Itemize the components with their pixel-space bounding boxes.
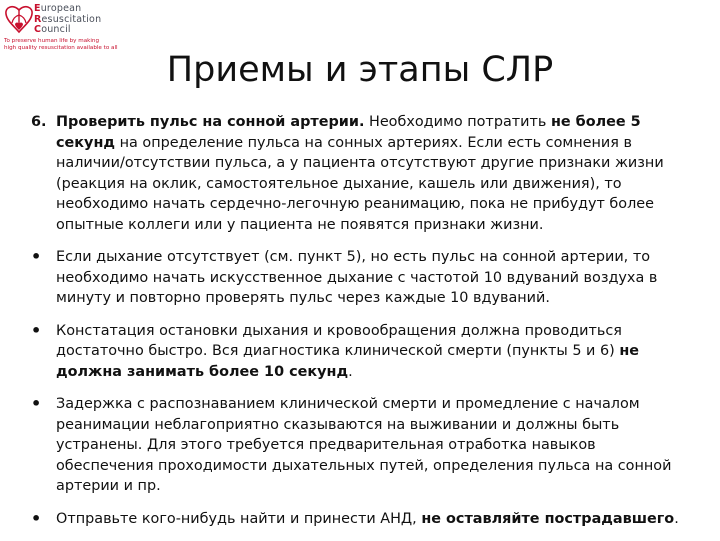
item-text: Задержка с распознаванием клинической смерти и промедление с началом реанимации неблагоприятно сказываются на выживании и должны быть устранены. Для этого требуется предварительная отработка навыков обеспечения проходимости дыхательных путей, определения пульса на сонной артерии и пр. <box>56 396 672 494</box>
item-text-tail: . <box>674 510 679 527</box>
step-text: Необходимо потратить <box>364 114 551 130</box>
list-item <box>31 509 691 530</box>
list-number: 6. <box>31 114 47 130</box>
heart-lungs-logo-icon <box>4 4 34 38</box>
item-emphasis: не оставляйте пострадавшего <box>421 510 675 527</box>
step-text: на определение пульса на сонных артериях. Если есть сомнения в наличии/отсутствии пульса, а у пациента отсутствуют другие признаки жизни (реакция на оклик, самостоятельное дыхание, кашель или движения), то необходимо начать сердечно-легочную реанимацию, пока не прибудут более опытные коллеги или у пациента не появятся признаки жизни. <box>56 134 664 233</box>
bullet-marker: • <box>31 320 42 340</box>
bullet-marker: • <box>31 247 42 266</box>
item-text: Констатация остановки дыхания и кровообращения должна проводиться достаточно быстро. Вся диагностика клинической смерти (пункты 5 и 6) <box>56 322 622 359</box>
logo-word-initial: C <box>34 24 42 35</box>
logo-word-initial: R <box>34 13 42 25</box>
list-item <box>31 321 691 383</box>
logo-tagline-line: high quality resuscitation available to all <box>4 44 118 51</box>
logo-word-rest: uropean <box>40 3 82 14</box>
item-text-tail: . <box>348 363 353 380</box>
bullet-marker: • <box>31 394 42 413</box>
logo-word-rest: esuscitation <box>41 13 102 25</box>
list-item <box>31 394 691 497</box>
slide-title: Приемы и этапы СЛР <box>166 50 554 90</box>
logo-word <box>34 25 101 36</box>
step-heading: Проверить пульс на сонной артерии. <box>56 114 365 130</box>
item-text: Если дыхание отсутствует (см. пункт 5), но есть пульс на сонной артерии, то необходимо начать искусственное дыхание с частотой 10 вдуваний воздуха в минуту и повторно проверять пульс через каждые 10 вдуваний. <box>56 249 658 306</box>
item-text: Отправьте кого-нибудь найти и принести АНД, <box>56 510 422 527</box>
slide-body <box>31 112 691 541</box>
list-item <box>31 247 691 309</box>
logo-wordmark <box>34 4 101 36</box>
logo-word-rest: ouncil <box>41 24 71 35</box>
item-emphasis: не должна занимать более 10 секунд <box>56 343 640 380</box>
step-emphasis: не более 5 секунд <box>56 114 641 151</box>
list-item-step-6 <box>31 112 691 235</box>
logo-tagline-line: To preserve human life by making <box>4 38 100 44</box>
bullet-marker: • <box>31 508 42 528</box>
logo-word-initial: E <box>34 3 41 14</box>
erc-logo <box>4 4 122 52</box>
